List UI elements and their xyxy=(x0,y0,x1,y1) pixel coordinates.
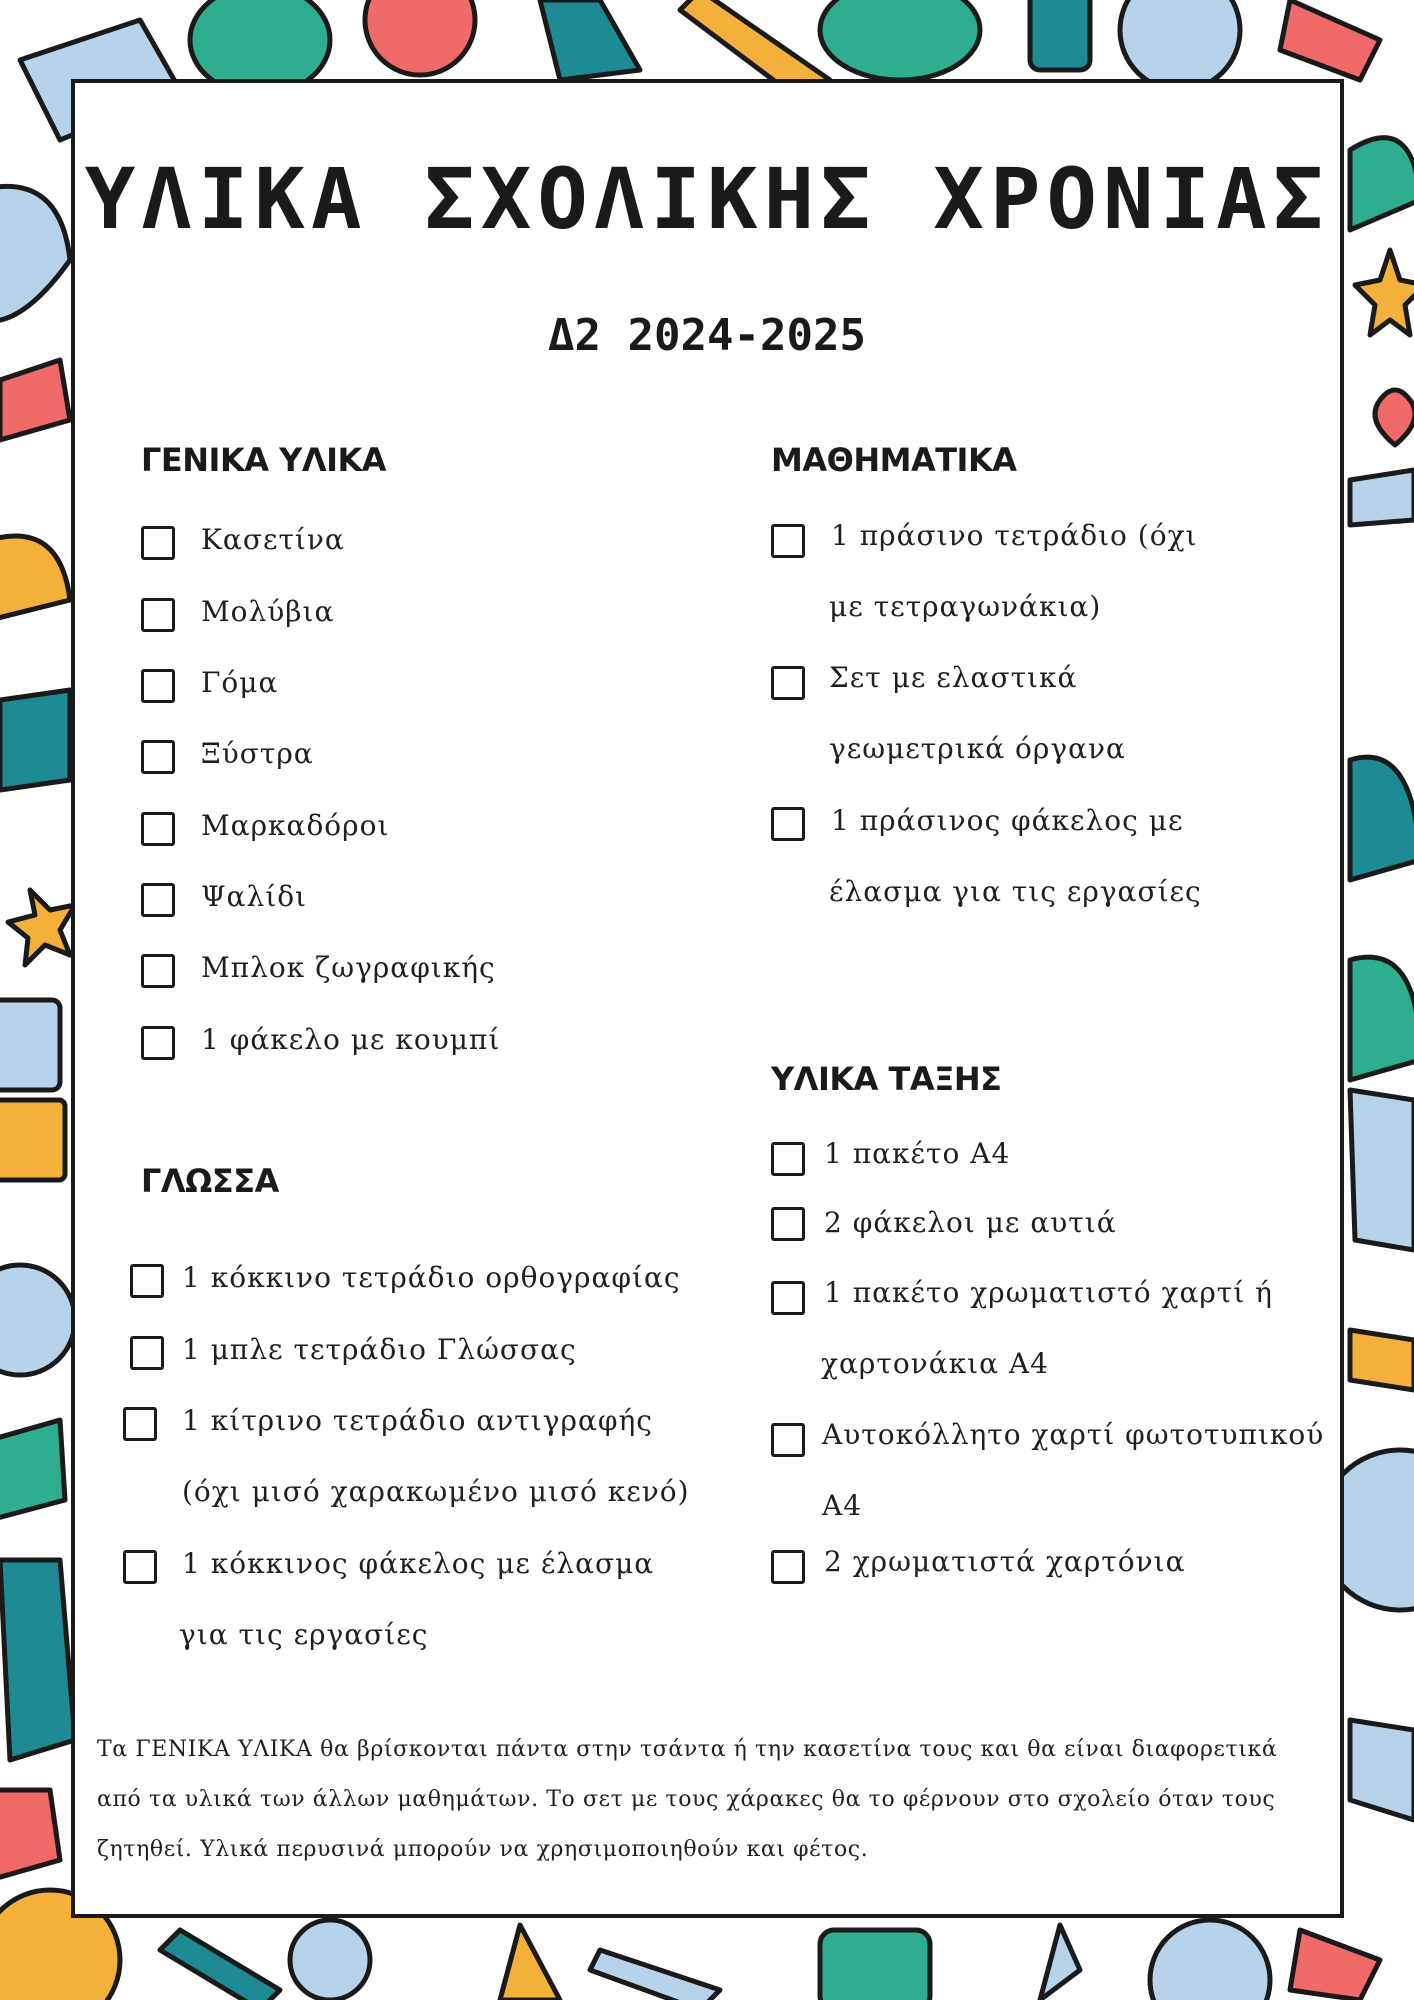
item-label: Ψαλίδι xyxy=(201,880,308,913)
checkbox[interactable] xyxy=(141,598,175,632)
item-label-continued: (όχι μισό χαρακωμένο μισό κενό) xyxy=(182,1475,690,1508)
section-heading-math: ΜΑΘΗΜΑΤΙΚΑ xyxy=(771,441,1017,479)
item-label-continued: γεωμετρικά όργανα xyxy=(829,732,1126,765)
checkbox[interactable] xyxy=(771,1142,805,1176)
checkbox[interactable] xyxy=(771,1423,805,1457)
item-label: 1 πακέτο Α4 xyxy=(824,1137,1011,1170)
checkbox[interactable] xyxy=(141,812,175,846)
class-year-subtitle: Δ2 2024-2025 xyxy=(548,310,866,361)
item-label-continued: χαρτονάκια Α4 xyxy=(821,1347,1049,1380)
item-label: 2 χρωματιστά χαρτόνια xyxy=(824,1545,1186,1578)
checkbox[interactable] xyxy=(130,1336,164,1370)
footer-note-line: από τα υλικά των άλλων μαθημάτων. Το σετ με τους χάρακες θα το φέρνουν στο σχολείο όταν τους xyxy=(97,1787,1276,1812)
item-label: 1 μπλε τετράδιο Γλώσσας xyxy=(182,1333,577,1366)
checkbox[interactable] xyxy=(771,666,805,700)
section-heading-language: ΓΛΩΣΣΑ xyxy=(141,1162,279,1200)
checkbox[interactable] xyxy=(771,1550,805,1584)
item-label: Μπλοκ ζωγραφικής xyxy=(201,951,496,984)
item-label: Αυτοκόλλητο χαρτί φωτοτυπικού xyxy=(822,1418,1325,1451)
item-label: Σετ με ελαστικά xyxy=(829,661,1078,694)
item-label: 1 φάκελο με κουμπί xyxy=(201,1023,501,1056)
checkbox[interactable] xyxy=(771,524,805,558)
checkbox[interactable] xyxy=(141,954,175,988)
item-label: 2 φάκελοι με αυτιά xyxy=(824,1206,1117,1239)
item-label: Μαρκαδόροι xyxy=(201,809,390,842)
item-label: 1 κόκκινο τετράδιο ορθογραφίας xyxy=(182,1261,681,1294)
item-label: Γόμα xyxy=(201,666,279,699)
footer-note-line: Τα ΓΕΝΙΚΑ ΥΛΙΚΑ θα βρίσκονται πάντα στην τσάντα ή την κασετίνα τους και θα είναι διαφορετικά xyxy=(97,1737,1278,1762)
checkbox[interactable] xyxy=(771,1281,805,1315)
item-label-continued: για τις εργασίες xyxy=(179,1618,429,1651)
checkbox[interactable] xyxy=(141,740,175,774)
section-heading-general: ΓΕΝΙΚΑ ΥΛΙΚΑ xyxy=(141,441,387,479)
footer-note xyxy=(97,1725,1337,1875)
item-label: Κασετίνα xyxy=(201,523,345,556)
section-heading-classroom: ΥΛΙΚΑ ΤΑΞΗΣ xyxy=(771,1060,1002,1098)
item-label-continued: Α4 xyxy=(822,1489,863,1522)
item-label-continued: έλασμα για τις εργασίες xyxy=(829,875,1202,908)
checkbox[interactable] xyxy=(141,883,175,917)
item-label: 1 πράσινο τετράδιο (όχι xyxy=(831,519,1198,552)
checkbox[interactable] xyxy=(141,1026,175,1060)
page-title: ΥΛΙΚΑ ΣΧΟΛΙΚΗΣ ΧΡΟΝΙΑΣ xyxy=(84,150,1330,248)
checkbox[interactable] xyxy=(141,669,175,703)
checkbox[interactable] xyxy=(123,1407,157,1441)
checkbox[interactable] xyxy=(123,1550,157,1584)
checkbox[interactable] xyxy=(771,1207,805,1241)
checkbox[interactable] xyxy=(130,1264,164,1298)
item-label: 1 πακέτο χρωματιστό χαρτί ή xyxy=(824,1276,1273,1309)
item-label: 1 κίτρινο τετράδιο αντιγραφής xyxy=(182,1404,653,1437)
item-label: Μολύβια xyxy=(201,595,335,628)
item-label-continued: με τετραγωνάκια) xyxy=(829,590,1102,623)
item-label: 1 πράσινος φάκελος με xyxy=(831,804,1184,837)
item-label: Ξύστρα xyxy=(201,737,314,770)
checkbox[interactable] xyxy=(141,526,175,560)
footer-note-line: ζητηθεί. Υλικά περυσινά μπορούν να χρησιμοποιηθούν και φέτος. xyxy=(97,1837,869,1862)
item-label: 1 κόκκινος φάκελος με έλασμα xyxy=(182,1547,655,1580)
checkbox[interactable] xyxy=(771,807,805,841)
